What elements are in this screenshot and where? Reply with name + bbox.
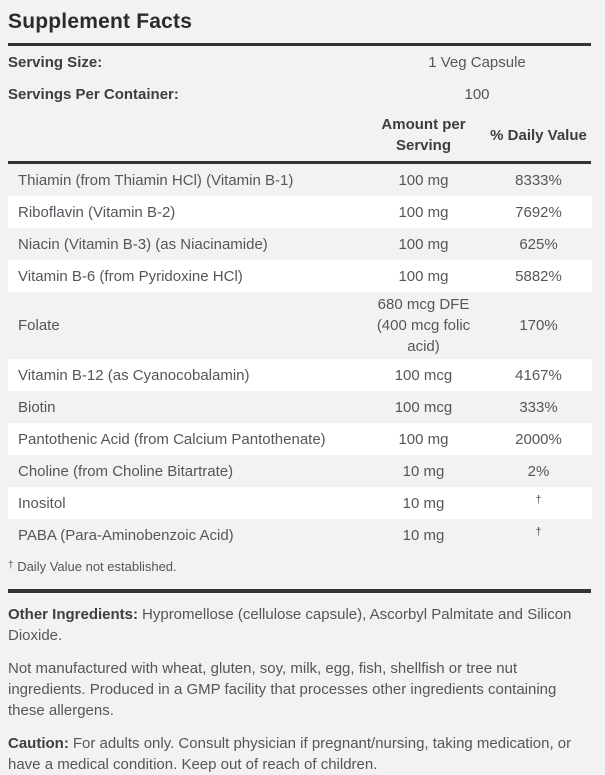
nutrient-daily-value: † [535,493,542,506]
bottom-rule [8,589,591,593]
nutrient-table-body [0,164,605,551]
nutrient-row [8,519,592,551]
serving-size-row [8,46,592,78]
nutrient-amount: 100 mg [398,235,449,253]
other-ingredients-text: Hypromellose (cellulose capsule), Ascorbyl Palmitate and Silicon Dioxide. [8,606,572,644]
nutrient-row [8,487,592,519]
nutrient-name: Vitamin B-12 (as Cyanocobalamin) [18,366,250,384]
nutrient-amount: 100 mcg [394,398,453,416]
allergen-statement: Not manufactured with wheat, gluten, soy, milk, egg, fish, shellfish or tree nut ingredients. Produced in a GMP facility that processes other ingredients containing these allergens. [8,660,557,719]
daily-value-header: % Daily Value [490,126,587,144]
other-ingredients [8,604,591,646]
dagger-symbol: † [8,560,14,571]
nutrient-name: Inositol [18,494,66,512]
bottom-statements [8,604,591,775]
nutrient-name: Choline (from Choline Bitartrate) [18,462,234,480]
nutrient-row [8,455,592,487]
daily-value-footnote [8,558,591,577]
nutrient-amount: 680 mcg DFE (400 mcg folic acid) [376,296,471,355]
nutrient-daily-value: 8333% [515,171,562,189]
nutrient-amount: 10 mg [402,462,445,480]
nutrient-table-header [8,114,592,161]
nutrient-name: Thiamin (from Thiamin HCl) (Vitamin B-1) [18,171,294,189]
nutrient-amount: 100 mg [398,267,449,285]
nutrient-amount: 10 mg [402,526,445,544]
footnote-text: Daily Value not established. [17,559,177,574]
nutrient-amount: 100 mg [398,430,449,448]
servings-per-container-row [8,78,592,110]
nutrient-row [8,260,592,292]
nutrient-row [8,228,592,260]
nutrient-daily-value: 2000% [515,430,562,448]
nutrient-name: Biotin [18,398,56,416]
nutrient-name: Niacin (Vitamin B-3) (as Niacinamide) [18,235,268,253]
nutrient-daily-value: 2% [527,462,550,480]
nutrient-row [8,359,592,391]
nutrient-name: PABA (Para-Aminobenzoic Acid) [18,526,234,544]
nutrient-name: Folate [18,317,60,334]
nutrient-row [8,391,592,423]
nutrient-amount: 100 mg [398,171,449,189]
amount-per-serving-header: Amount per Serving [381,116,466,154]
nutrient-daily-value: 170% [519,317,558,334]
nutrient-row [8,164,592,196]
caution-label: Caution: [8,735,69,752]
nutrient-row [8,196,592,228]
nutrient-row [8,292,592,359]
serving-size-label: Serving Size: [8,53,103,71]
nutrient-amount: 10 mg [402,494,445,512]
nutrient-daily-value: 7692% [515,203,562,221]
nutrient-daily-value: 5882% [515,267,562,285]
nutrient-row [8,423,592,455]
caution-statement [8,733,591,775]
label-title: Supplement Facts [8,10,193,33]
other-ingredients-label: Other Ingredients: [8,606,139,623]
servings-per-container-value: 100 [464,85,490,103]
nutrient-amount: 100 mcg [394,366,453,384]
nutrient-daily-value: † [535,525,542,538]
nutrient-name: Vitamin B-6 (from Pyridoxine HCl) [18,267,243,285]
nutrient-daily-value: 4167% [515,366,562,384]
nutrient-daily-value: 333% [519,398,558,416]
nutrient-daily-value: 625% [519,235,558,253]
serving-size-value: 1 Veg Capsule [428,53,526,71]
nutrient-amount: 100 mg [398,203,449,221]
caution-text: For adults only. Consult physician if pregnant/nursing, taking medication, or have a medical condition. Keep out of reach of children. [8,735,572,773]
nutrient-name: Riboflavin (Vitamin B-2) [18,203,176,221]
nutrient-name: Pantothenic Acid (from Calcium Pantothenate) [18,430,326,448]
servings-per-container-label: Servings Per Container: [8,85,179,103]
